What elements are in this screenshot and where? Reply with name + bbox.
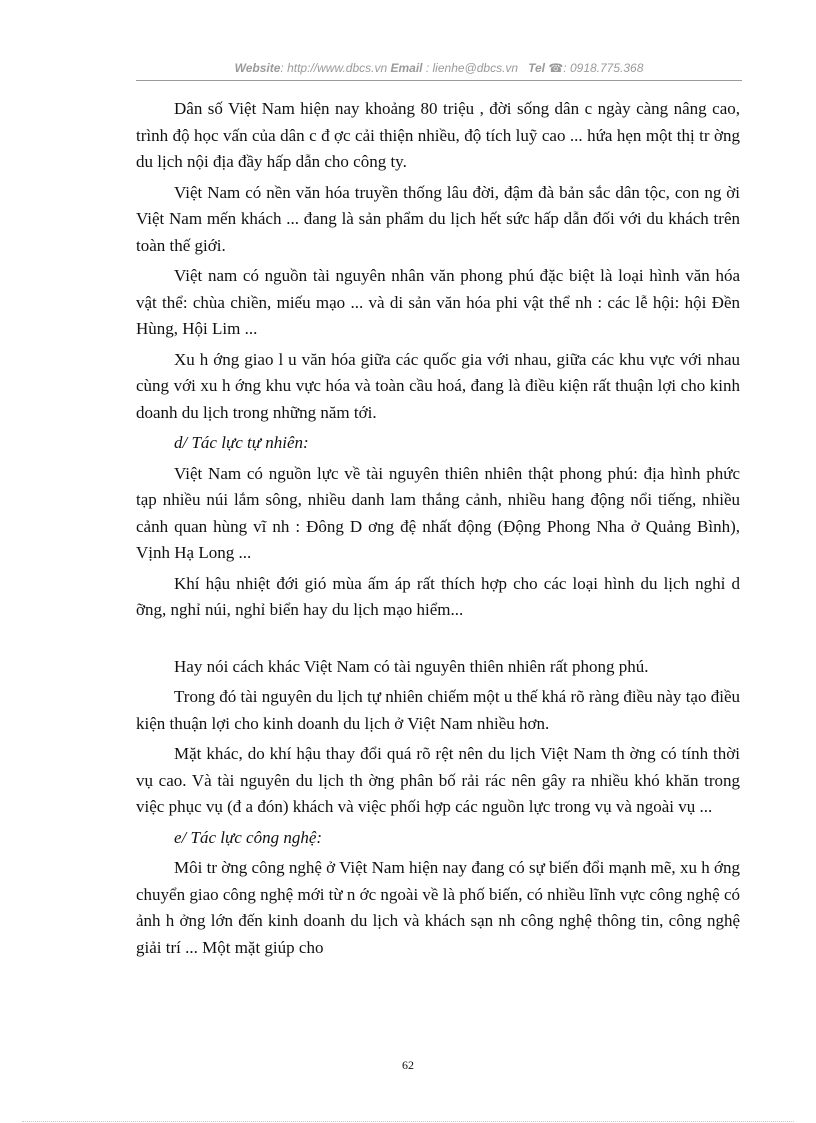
tel-label: Tel: [528, 61, 545, 75]
section-heading-natural: d/ Tác lực tự nhiên:: [174, 433, 309, 452]
paragraph-integration: Xu h ớng giao l u văn hóa giữa các quốc gia với nhau, giữa các khu vực với nhau cùng với xu h ớng khu vực hóa và toàn cầu hoá, đang là điều kiện rất thuận lợi cho kinh doanh du lịch trong những năm tới.: [136, 349, 740, 422]
phone-icon: ☎: [548, 61, 564, 75]
paragraph-climate: Khí hậu nhiệt đới gió mùa ấm áp rất thích hợp cho các loại hình du lịch nghỉ d ỡng, nghỉ núi, nghỉ biển hay du lịch mạo hiểm...: [136, 573, 740, 619]
section-heading-technology: e/ Tác lực công nghệ:: [174, 827, 323, 847]
document-body: [136, 96, 740, 965]
page-bottom-divider: [22, 1121, 794, 1122]
paragraph-population: Dân số Việt Nam hiện nay khoảng 80 triệu , đời sống dân c ngày càng nâng cao, trình độ học vấn của dân c đ ợc cải thiện nhiều, độ tích luỹ cao ... hứa hẹn một thị tr ờng du lịch nội địa đầy hấp dẫn cho công ty.: [136, 99, 740, 171]
website-value: : http://www.dbcs.vn: [280, 61, 388, 75]
website-label: Website: [234, 61, 281, 75]
paragraph-heritage: Việt nam có nguồn tài nguyên nhân văn phong phú đặc biệt là loại hình văn hóa vật thể: chùa chiền, miếu mạo ... và di sản văn hóa phi vật thể nh : các lễ hội: hội Đền Hùng, Hội Lim ...: [136, 266, 740, 338]
paragraph-technology: Môi tr ờng công nghệ ở Việt Nam hiện nay đang có sự biến đổi mạnh mẽ, xu h ớng chuyển giao công nghệ mới từ n ớc ngoài về là phố biến, có nhiều lĩnh vực công nghệ có ảnh h ởng lớn đến kinh doanh du lịch và khách sạn nh công nghệ thông tin, công nghệ giải trí ... Một mặt giúp cho: [136, 858, 740, 957]
email-label: Email: [390, 61, 423, 75]
tel-value: : 0918.775.368: [563, 61, 644, 75]
paragraph-summary: Hay nói cách khác Việt Nam có tài nguyên thiên nhiên rất phong phú.: [174, 656, 649, 676]
email-value: : lienhe@dbcs.vn: [425, 61, 519, 75]
page-header: [136, 58, 742, 81]
paragraph-seasonality: Mặt khác, do khí hậu thay đổi quá rõ rệt nên du lịch Việt Nam th ờng có tính thời vụ cao. Và tài nguyên du lịch th ờng phân bố rải rác nên gây ra nhiều khó khăn trong việc phục vụ (đ a đón) khách và việc phối hợp các nguồn lực trong vụ và ngoài vụ ...: [136, 744, 740, 816]
paragraph-culture: Việt Nam có nền văn hóa truyền thống lâu đời, đậm đà bản sắc dân tộc, con ng ời Việt Nam mến khách ... đang là sản phẩm du lịch hết sức hấp dẫn đối với du khách trên toàn thế giới.: [136, 182, 740, 255]
paragraph-natural-resources: Việt Nam có nguồn lực về tài nguyên thiên nhiên thật phong phú: địa hình phức tạp nhiều núi lắm sông, nhiều danh lam thắng cảnh, nhiều hang động nổi tiếng, nhiều cảnh quan hùng vĩ nh : Đông D ơng đệ nhất động (Động Phong Nha ở Quảng Bình), Vịnh Hạ Long ...: [136, 463, 740, 562]
paragraph-advantage: Trong đó tài nguyên du lịch tự nhiên chiếm một u thế khá rõ ràng điều này tạo điều kiện thuận lợi cho kinh doanh du lịch ở Việt Nam nhiều hơn.: [136, 687, 740, 733]
page-number: 62: [402, 1058, 414, 1072]
